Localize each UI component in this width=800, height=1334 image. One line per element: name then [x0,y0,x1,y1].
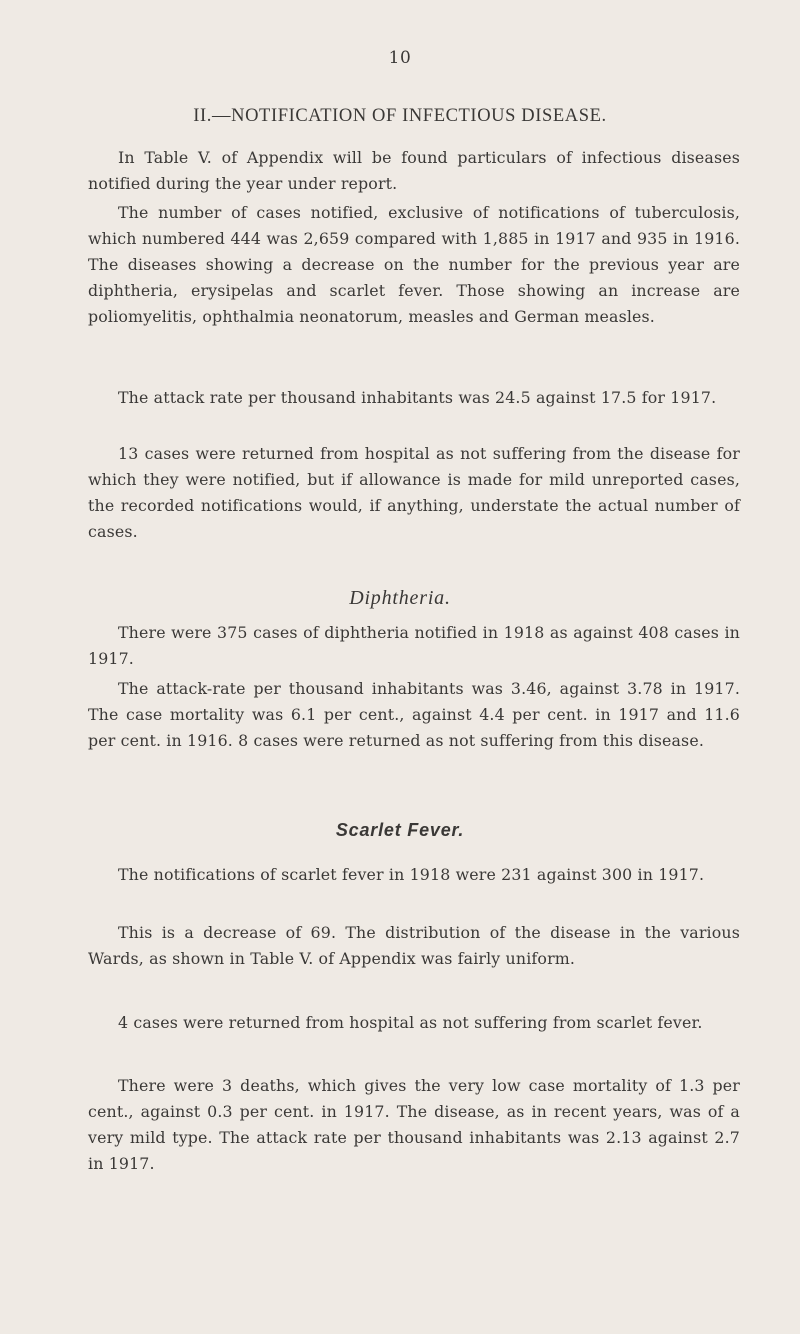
diphtheria-paragraph-1: There were 375 cases of diphtheria notified in 1918 as against 408 cases in 1917. [88,623,740,668]
intro-paragraph-1: In Table V. of Appendix will be found particulars of infectious diseases notified during the year under report. [88,148,740,193]
scarlet-fever-paragraph-1: The notifications of scarlet fever in 1918 were 231 against 300 in 1917. [118,865,705,884]
scarlet-fever-paragraph-4: There were 3 deaths, which gives the very low case mortality of 1.3 per cent., against 0.3 per cent. in 1917. The disease, as in recent years, was of a very mild type. The attack rate per thousand inhabitants was 2.13 against 2.7 in 1917. [88,1076,740,1173]
page-number: 10 [388,48,412,68]
intro-paragraph-2: The number of cases notified, exclusive of notifications of tuberculosis, which numbered 444 was 2,659 compared with 1,885 in 1917 and 935 in 1916. The diseases showing a decrease on the number for the previous year are diphtheria, erysipelas and scarlet fever. Those showing an increase are poliomyelitis, ophthalmia neonatorum, measles and German measles. [88,203,740,326]
scarlet-fever-paragraph-3: 4 cases were returned from hospital as not suffering from scarlet fever. [118,1013,703,1032]
diphtheria-paragraph-2: The attack-rate per thousand inhabitants was 3.46, against 3.78 in 1917. The case mortality was 6.1 per cent., against 4.4 per cent. in 1917 and 11.6 per cent. in 1916. 8 cases were returned as not suffering from this disease. [88,679,740,750]
intro-paragraph-4: 13 cases were returned from hospital as not suffering from the disease for which they were notified, but if allowance is made for mild unreported cases, the recorded notifications would, if anything, understate the actual number of cases. [88,444,740,541]
scarlet-fever-paragraph-2: This is a decrease of 69. The distribution of the disease in the various Wards, as shown in Table V. of Appendix was fairly uniform. [88,923,740,968]
scarlet-fever-heading: Scarlet Fever. [335,820,465,840]
intro-paragraph-3: The attack rate per thousand inhabitants was 24.5 against 17.5 for 1917. [118,388,717,407]
section-title: II.—NOTIFICATION OF INFECTIOUS DISEASE. [193,106,607,126]
diphtheria-heading: Diphtheria. [349,587,451,609]
